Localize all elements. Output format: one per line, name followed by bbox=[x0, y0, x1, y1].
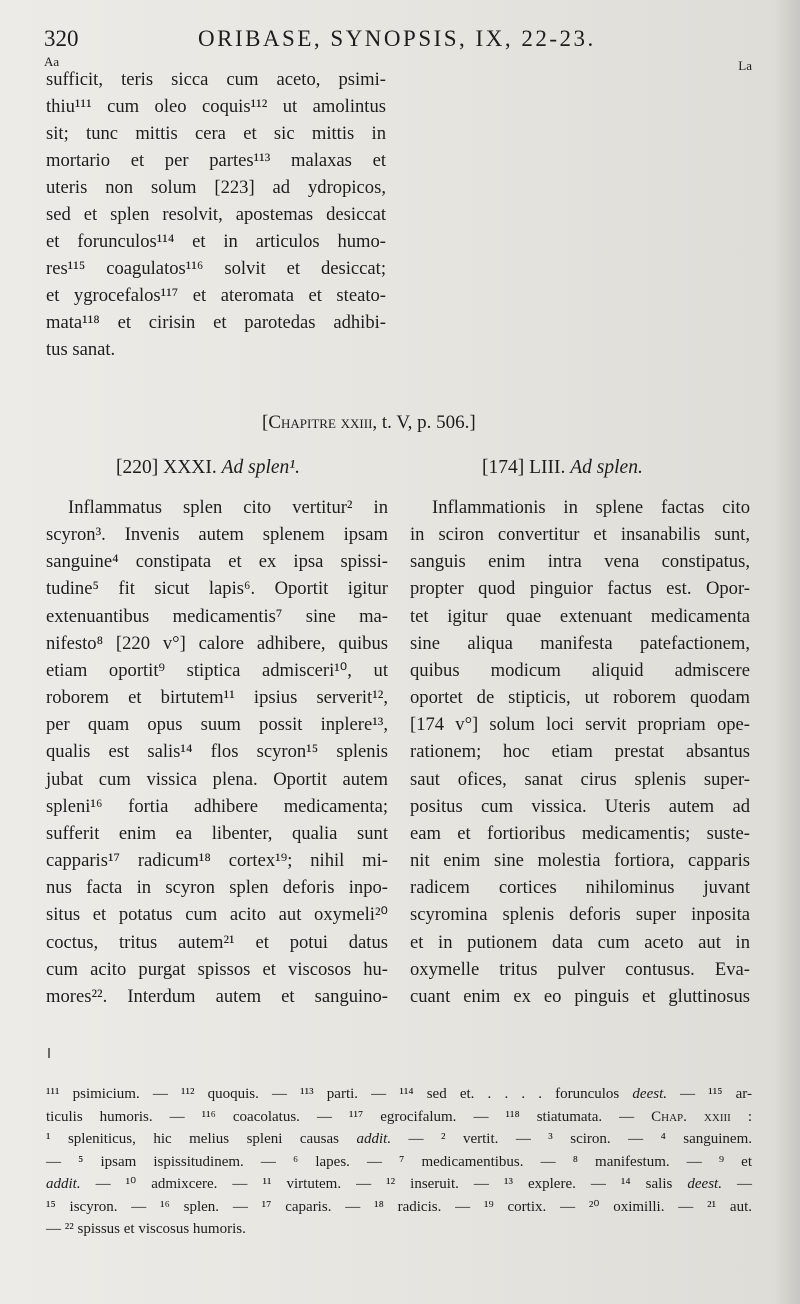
footnote-text: : bbox=[730, 1108, 752, 1125]
footnote-italic: addit. bbox=[46, 1176, 81, 1192]
text-line: sanguine⁴ constipata et ex ipsa spissi- bbox=[46, 551, 388, 573]
heading-number: [174] LIII. bbox=[482, 457, 566, 478]
text-line: roborem et birtutem¹¹ ipsius serverit¹², bbox=[46, 687, 388, 709]
left-column-text bbox=[46, 494, 388, 1010]
page-number: 320 bbox=[44, 26, 79, 51]
heading-number: [220] XXXI. bbox=[116, 457, 217, 478]
text-line: etiam oportit⁹ stiptica admisceri¹⁰, ut bbox=[46, 659, 388, 681]
footnote-text: — ² vertit. — ³ sciron. — ⁴ sanguinem. bbox=[391, 1131, 752, 1147]
footnote-line: — ⁵ ipsam ispissitudinem. — ⁶ lapes. — ⁷ medicamentibus. — ⁸ manifestum. — ⁹ et bbox=[46, 1153, 752, 1170]
text-line: sit; tunc mittis cera et sic mittis in bbox=[46, 123, 386, 144]
chapter-word: Chapitre xxiii bbox=[268, 412, 373, 433]
text-line: radicem cortices nihilominus juvant bbox=[410, 877, 750, 899]
text-line: res¹¹⁵ coagulatos¹¹⁶ solvit et desiccat; bbox=[46, 258, 386, 279]
text-line: sine aliqua manifesta patefactionem, bbox=[410, 632, 750, 654]
text-line: eam et fortioribus medicamentis; suste- bbox=[410, 822, 750, 844]
right-column-heading bbox=[482, 457, 643, 479]
text-line: mortario et per partes¹¹³ malaxas et bbox=[46, 150, 386, 171]
left-column-heading bbox=[116, 457, 300, 479]
text-line: cuant enim ex eo pinguis et gluttinosus bbox=[410, 985, 750, 1007]
text-line: quibus modicum aliquid admiscere bbox=[410, 659, 750, 681]
text-line: scyromina splenis deforis super inposita bbox=[410, 904, 750, 926]
chapter-ref-rest: , t. V, p. 506.] bbox=[372, 412, 476, 433]
text-line: et ygrocefalos¹¹⁷ et ateromata et steato- bbox=[46, 285, 386, 306]
text-line: jubat cum vissica plena. Oportit autem bbox=[46, 768, 388, 790]
footnote-chapter: Chap. xxiii bbox=[651, 1108, 731, 1125]
text-line: scyron³. Invenis autem splenem ipsam bbox=[46, 524, 388, 546]
text-line: uteris non solum [223] ad ydropicos, bbox=[46, 177, 386, 198]
text-line: nus facta in scyron splen deforis inpo- bbox=[46, 877, 388, 899]
running-title: ORIBASE, SYNOPSIS, IX, 22-23. bbox=[198, 26, 596, 51]
text-line: et in putionem data cum aceto aut in bbox=[410, 931, 750, 953]
text-line: extenuantibus medicamentis⁷ sine ma- bbox=[46, 605, 388, 627]
footnote-line: ¹⁵ iscyron. — ¹⁶ splen. — ¹⁷ caparis. — ¹⁸ radicis. — ¹⁹ cortix. — ²⁰ oximilli. — ²¹ aut. bbox=[46, 1198, 752, 1215]
footnote-line: — ²² spissus et viscosus humoris. bbox=[46, 1221, 246, 1237]
text-line: sufficit, teris sicca cum aceto, psimi- bbox=[46, 69, 386, 90]
text-line: qualis est salis¹⁴ flos scyron¹⁵ splenis bbox=[46, 741, 388, 763]
running-header bbox=[44, 26, 756, 56]
text-line: sed et splen resolvit, apostemas desiccat bbox=[46, 204, 386, 225]
text-line: situs et potatus cum acito aut oxymeli²⁰ bbox=[46, 904, 388, 926]
text-line: mores²². Interdum autem et sanguino- bbox=[46, 985, 388, 1007]
footnotes bbox=[46, 1083, 752, 1241]
text-line: tet igitur quae extenuant medicamenta bbox=[410, 605, 750, 627]
text-line: saut ofices, sanat cirus splenis super- bbox=[410, 768, 750, 790]
footnote-italic: deest. bbox=[687, 1176, 722, 1192]
text-line: sufferit enim ea libenter, qualia sunt bbox=[46, 822, 388, 844]
heading-title: Ad splen. bbox=[570, 457, 643, 478]
text-line: capparis¹⁷ radicum¹⁸ cortex¹⁹; nihil mi- bbox=[46, 850, 388, 872]
footnote-italic: addit. bbox=[356, 1131, 392, 1147]
continued-paragraph bbox=[46, 66, 386, 363]
text-line: oxymelle tritus pulver contusus. Eva- bbox=[410, 958, 750, 980]
heading-title: Ad splen¹. bbox=[221, 457, 301, 478]
page-edge-shadow bbox=[774, 0, 800, 1304]
footnote-text: ticulis humoris. — ¹¹⁶ coacolatus. — ¹¹⁷ egrocifalum. — ¹¹⁸ stiatumata. — bbox=[46, 1108, 652, 1125]
text-line: mata¹¹⁸ et cirisin et parotedas adhibi- bbox=[46, 312, 386, 333]
right-column-text bbox=[410, 494, 750, 1010]
text-line: nit enim sine molestia fortiora, capparis bbox=[410, 850, 750, 872]
chapter-reference bbox=[262, 412, 476, 434]
text-line: positus cum vissica. Uteris autem ad bbox=[410, 795, 750, 817]
footnote-text: — bbox=[721, 1176, 752, 1192]
text-line: spleni¹⁶ fortia adhibere medicamenta; bbox=[46, 795, 388, 817]
text-line: thiu¹¹¹ cum oleo coquis¹¹² ut amolintus bbox=[46, 96, 386, 117]
text-line: tus sanat. bbox=[46, 339, 116, 360]
bracket-open: [ bbox=[262, 412, 269, 433]
text-line: tudine⁵ fit sicut lapis⁶. Oportit igitur bbox=[46, 578, 388, 600]
text-line: Inflammationis in splene factas cito bbox=[432, 497, 750, 518]
footnote-line bbox=[46, 1083, 752, 1106]
footnote-line bbox=[46, 1173, 752, 1196]
footnote-text: ¹ spleniticus, hic melius spleni causas bbox=[46, 1131, 357, 1147]
text-line: et forunculos¹¹⁴ et in articulos humo- bbox=[46, 231, 386, 252]
text-line: oportet de stipticis, ut roborem quodam bbox=[410, 687, 750, 709]
ink-mark bbox=[48, 1048, 50, 1058]
footnote-line bbox=[46, 1128, 752, 1151]
text-line: Inflammatus splen cito vertitur² in bbox=[68, 497, 388, 518]
footnote-italic: deest. bbox=[632, 1086, 667, 1102]
text-line: rationem; hoc etiam prestat absantus bbox=[410, 741, 750, 763]
footnote-text: ¹¹¹ psimicium. — ¹¹² quoquis. — ¹¹³ parti. — ¹¹⁴ sed et. . . . . forunculos bbox=[46, 1086, 633, 1102]
footnote-text: — ¹⁰ admixcere. — ¹¹ virtutem. — ¹² inseruit. — ¹³ explere. — ¹⁴ salis bbox=[80, 1176, 688, 1192]
text-line: coctus, tritus autem²¹ et potui datus bbox=[46, 931, 388, 953]
text-line: cum acito purgat spissos et viscosos hu- bbox=[46, 958, 388, 980]
footnote-text: — ¹¹⁵ ar- bbox=[667, 1086, 752, 1102]
text-line: [174 v°] solum loci servit propriam ope- bbox=[410, 714, 750, 736]
footnote-line bbox=[46, 1106, 752, 1129]
text-line: in sciron convertitur et insanabilis sunt, bbox=[410, 524, 750, 546]
margin-siglum-right: La bbox=[738, 58, 752, 73]
margin-siglum-left: Aa bbox=[44, 54, 60, 69]
text-line: per quam opus suum possit inplere¹³, bbox=[46, 714, 388, 736]
text-line: sanguis enim intra vena constipatus, bbox=[410, 551, 750, 573]
text-line: propter quod pinguior factus est. Opor- bbox=[410, 578, 750, 600]
text-line: nifesto⁸ [220 v°] calore adhibere, quibus bbox=[46, 632, 388, 654]
